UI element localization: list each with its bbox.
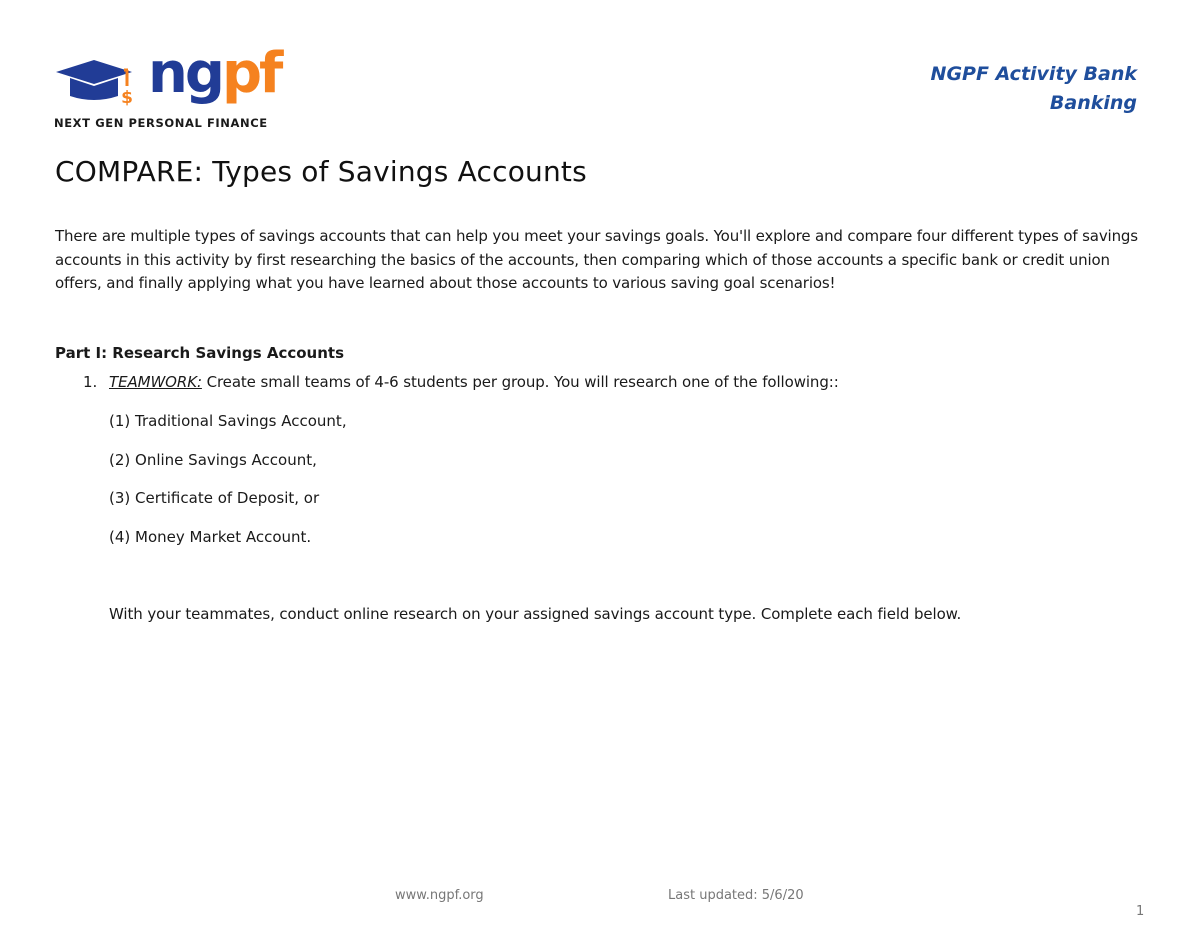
section-heading-part-1: Part I: Research Savings Accounts	[55, 344, 345, 362]
list-item-teamwork	[83, 373, 839, 391]
logo-word-pf: pf	[221, 41, 281, 106]
header-line-category: Banking	[1049, 92, 1137, 114]
activity-bank-header	[931, 60, 1137, 118]
page-title: COMPARE: Types of Savings Accounts	[55, 155, 587, 188]
list-number: 1.	[83, 373, 98, 391]
teamwork-label: TEAMWORK:	[109, 373, 202, 391]
option-online-savings: (2) Online Savings Account,	[109, 450, 317, 469]
logo-wordmark	[148, 41, 281, 106]
graduation-cap-dollar-icon	[54, 56, 140, 108]
logo-tagline: NEXT GEN PERSONAL FINANCE	[54, 116, 268, 130]
research-instruction: With your teammates, conduct online research on your assigned savings account type. Complete each field below.	[109, 605, 962, 623]
teamwork-text: Create small teams of 4-6 students per group. You will research one of the following::	[201, 373, 839, 391]
svg-text:$: $	[121, 88, 133, 108]
ngpf-logo	[54, 41, 284, 132]
footer-website-link[interactable]: www.ngpf.org	[395, 888, 484, 903]
header-line-activity-bank: NGPF Activity Bank	[930, 63, 1137, 85]
page-number: 1	[1136, 904, 1145, 919]
option-certificate-of-deposit: (3) Certificate of Deposit, or	[109, 489, 320, 507]
option-money-market: (4) Money Market Account.	[109, 527, 312, 546]
intro-paragraph: There are multiple types of savings accounts that can help you meet your savings goals. You'll explore and compare four different types of savings accounts in this activity by first researching the basics of the accounts, then comparing which of those accounts a specific bank or credit union offers, and finally applying what you have learned about those accounts to various saving goal scenarios!	[55, 227, 1138, 292]
logo-word-ng: ng	[148, 41, 222, 106]
footer-last-updated: Last updated: 5/6/20	[668, 888, 804, 903]
account-type-options	[109, 411, 347, 565]
option-traditional-savings: (1) Traditional Savings Account,	[109, 412, 347, 430]
